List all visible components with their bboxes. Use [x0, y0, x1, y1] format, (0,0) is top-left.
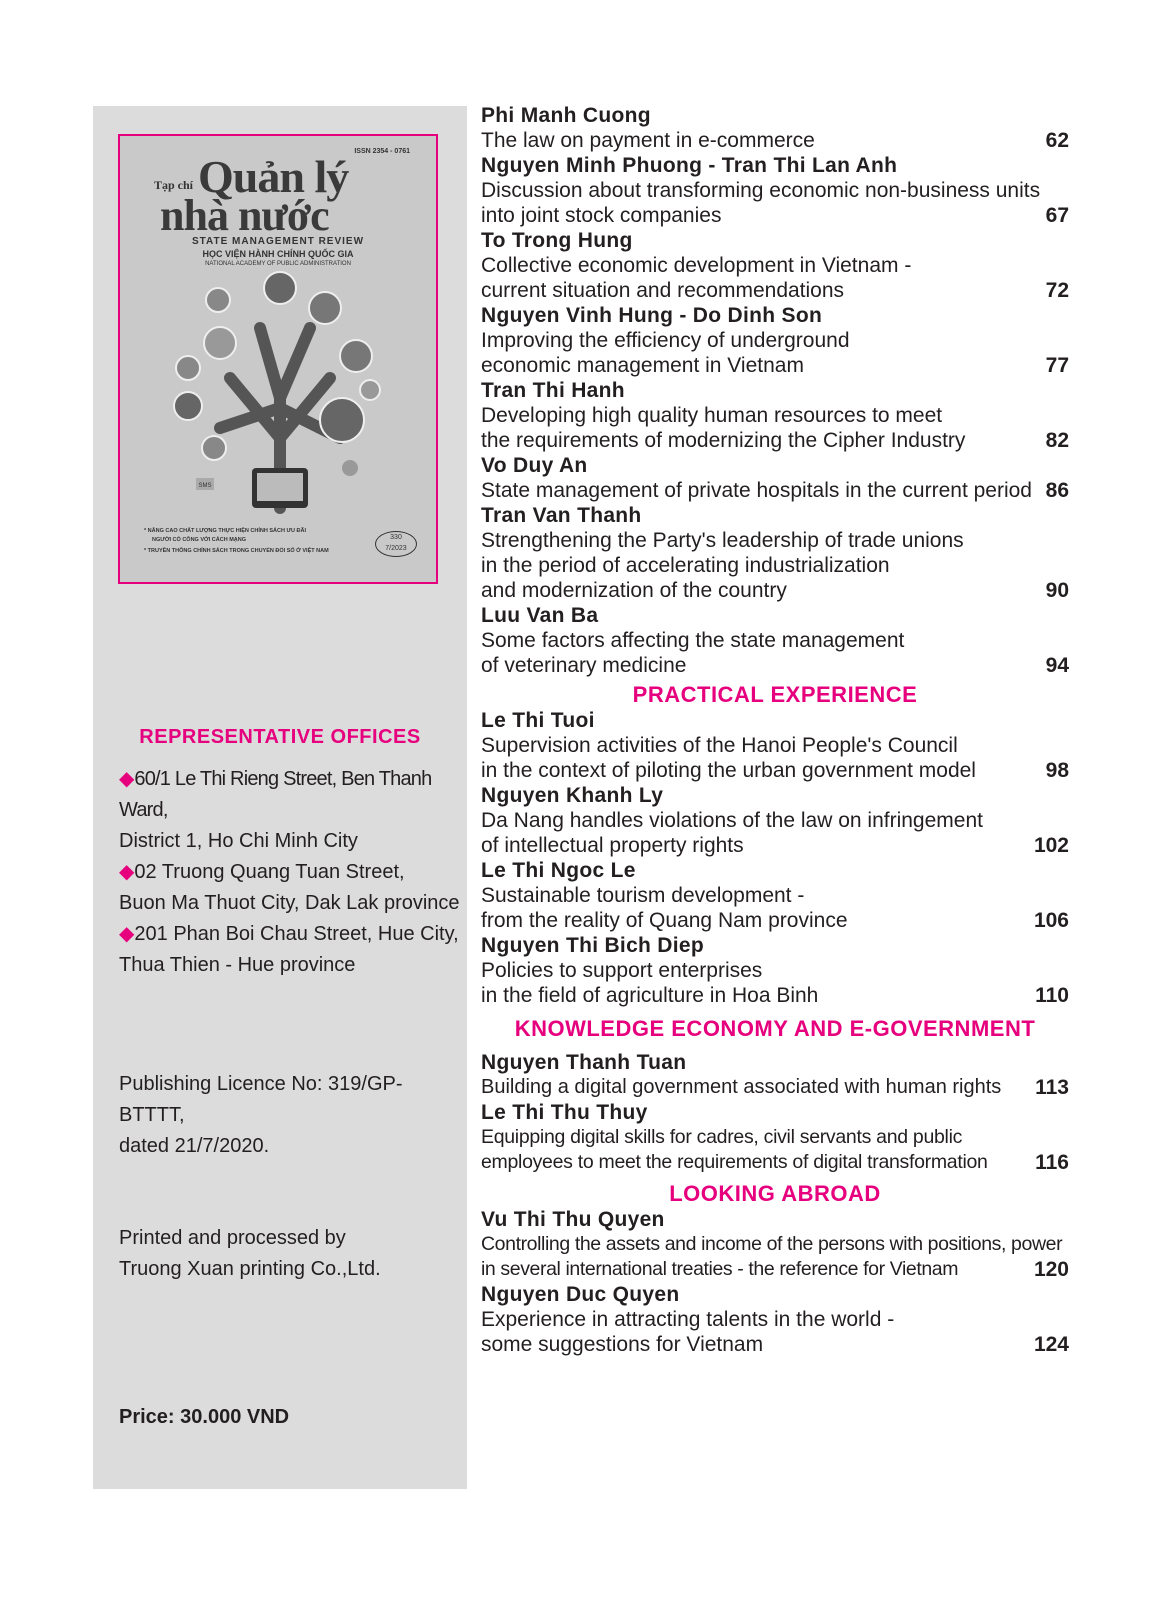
toc-title: Collective economic development in Vietnam -: [481, 254, 912, 277]
toc-title: in the period of accelerating industrialization: [481, 554, 890, 577]
office-line: Buon Ma Thuot City, Dak Lak province: [119, 892, 460, 914]
toc-title: Policies to support enterprises: [481, 959, 763, 982]
toc-entry[interactable]: [481, 103, 1069, 153]
download-icon: [309, 292, 341, 324]
cover-subtitle: STATE MANAGEMENT REVIEW: [191, 236, 365, 247]
toc-page-number: 116: [1035, 1151, 1069, 1174]
section-heading-practical-experience: PRACTICAL EXPERIENCE: [632, 682, 918, 707]
toc-entry[interactable]: [481, 303, 1069, 378]
toc-page-number: 110: [1035, 984, 1069, 1007]
toc-title: Discussion about transforming economic non-business units: [481, 179, 1041, 202]
toc-page-number: 94: [1045, 654, 1069, 677]
toc-entry[interactable]: [481, 378, 1069, 453]
call-icon: [360, 380, 380, 400]
toc-title: Building a digital government associated with human rights: [481, 1076, 1002, 1098]
toc-entry[interactable]: [481, 503, 1069, 603]
section-heading-looking-abroad: LOOKING ABROAD: [669, 1181, 881, 1206]
publishing-licence: Publishing Licence No: 319/GP-BTTTT, dated 21/7/2020.: [119, 1073, 403, 1157]
price: Price: 30.000 VND: [119, 1406, 290, 1428]
bullet-icon: ◆: [119, 861, 135, 883]
bullet-icon: ◆: [119, 923, 135, 945]
toc-title: Equipping digital skills for cadres, civil servants and public: [481, 1126, 963, 1148]
network-icon: [176, 356, 200, 380]
toc-page-number: 102: [1033, 834, 1069, 857]
cover-academy-en: NATIONAL ACADEMY OF PUBLIC ADMINISTRATION: [205, 261, 351, 267]
cover-tree-illustration: [160, 268, 400, 518]
toc-page-number: 67: [1045, 204, 1069, 227]
toc-author: Luu Van Ba: [481, 604, 599, 627]
cover-issue-number: 330: [390, 534, 402, 541]
toc-page-number: 62: [1045, 129, 1069, 152]
toc-page-number: 86: [1045, 479, 1069, 502]
toc-title: Strengthening the Party's leadership of trade unions: [481, 529, 964, 552]
toc-title: in several international treaties - the reference for Vietnam: [481, 1258, 959, 1280]
office-item: ◆201 Phan Boi Chau Street, Hue City,: [119, 923, 459, 945]
toc-entry[interactable]: [481, 153, 1069, 228]
office-list: [119, 764, 464, 981]
toc-author: Nguyen Vinh Hung - Do Dinh Son: [481, 304, 823, 327]
toc-title: economic management in Vietnam: [481, 354, 804, 377]
toc-title: Improving the efficiency of underground: [481, 329, 850, 352]
toc-page-number: 98: [1045, 759, 1069, 782]
chat-icon: [202, 436, 226, 460]
toc-title: The law on payment in e-commerce: [481, 129, 815, 152]
toc-author: Le Thi Tuoi: [481, 709, 595, 732]
office-line: Thua Thien - Hue province: [119, 954, 356, 976]
sidebar-panel: [93, 106, 467, 1489]
toc-author: Le Thi Ngoc Le: [481, 859, 636, 882]
toc-author: Vu Thi Thu Quyen: [481, 1208, 665, 1231]
toc-author: Nguyen Thi Bich Diep: [481, 934, 705, 957]
toc-title: employees to meet the requirements of digital transformation: [481, 1151, 988, 1173]
toc-page-number: 106: [1033, 909, 1069, 932]
representative-offices-heading: REPRESENTATIVE OFFICES: [139, 726, 421, 748]
toc-author: Nguyen Thanh Tuan: [481, 1051, 687, 1074]
cover-tap-chi: Tạp chí: [154, 178, 194, 192]
toc-title: some suggestions for Vietnam: [481, 1333, 764, 1356]
section-heading-knowledge-economy: KNOWLEDGE ECONOMY AND E-GOVERNMENT: [514, 1016, 1036, 1041]
cover-note-2: NGƯỜI CÓ CÔNG VỚI CÁCH MẠNG: [152, 537, 247, 543]
toc-title: State management of private hospitals in the current period: [481, 479, 1032, 502]
toc-author: Nguyen Khanh Ly: [481, 784, 664, 807]
cover-issue-badge: [375, 531, 417, 557]
toc-author: To Trong Hung: [481, 229, 633, 252]
cover-academy-vn: HỌC VIỆN HÀNH CHÍNH QUỐC GIA: [202, 249, 354, 259]
toc-page-number: 82: [1045, 429, 1069, 452]
toc-author: Vo Duy An: [481, 454, 588, 477]
toc-title: Supervision activities of the Hanoi People's Council: [481, 734, 958, 757]
toc-title: the requirements of modernizing the Cipher Industry: [481, 429, 966, 452]
family-icon: [204, 327, 236, 359]
toc-title: Controlling the assets and income of the persons with positions, power: [481, 1233, 1063, 1255]
toc-entry[interactable]: [481, 453, 1069, 503]
toc-title: from the reality of Quang Nam province: [481, 909, 848, 932]
users-icon: [342, 460, 358, 476]
toc-title: Experience in attracting talents in the world -: [481, 1308, 895, 1331]
office-item: ◆60/1 Le Thi Rieng Street, Ben Thanh Ward,: [119, 768, 432, 821]
toc-entry[interactable]: [481, 1282, 1069, 1357]
toc-title: of intellectual property rights: [481, 834, 744, 857]
office-item: ◆02 Truong Quang Tuan Street,: [119, 861, 405, 883]
toc-title: Some factors affecting the state management: [481, 629, 905, 652]
toc-title: of veterinary medicine: [481, 654, 687, 677]
toc-page-number: 77: [1045, 354, 1069, 377]
toc-author: Nguyen Duc Quyen: [481, 1283, 680, 1306]
toc-entry[interactable]: [481, 783, 1069, 858]
toc-author: Tran Thi Hanh: [481, 379, 625, 402]
toc-title: in the field of agriculture in Hoa Binh: [481, 984, 819, 1007]
toc-entry[interactable]: [481, 708, 1069, 783]
phone-icon: [340, 340, 372, 372]
toc-entry[interactable]: [481, 603, 1069, 678]
cover-title-line2: nhà nước: [160, 191, 329, 240]
toc-title: current situation and recommendations: [481, 279, 845, 302]
cover-title-line1: Quản lý: [198, 151, 349, 202]
cover-issn: ISSN 2354 - 0761: [354, 148, 410, 155]
toc-author: Tran Van Thanh: [481, 504, 642, 527]
toc-page-number: 90: [1045, 579, 1069, 602]
toc-entry[interactable]: [481, 228, 1069, 303]
toc-title: and modernization of the country: [481, 579, 787, 602]
home-icon: [264, 272, 296, 304]
wifi-icon: [174, 392, 202, 420]
toc-title: in the context of piloting the urban government model: [481, 759, 976, 782]
emblem-icon: [320, 398, 364, 442]
office-line: District 1, Ho Chi Minh City: [119, 830, 358, 852]
toc-page-number: 72: [1045, 279, 1069, 302]
toc-author: Nguyen Minh Phuong - Tran Thi Lan Anh: [481, 154, 898, 177]
toc-entry[interactable]: [481, 1100, 1069, 1175]
toc-page-number: 120: [1033, 1258, 1069, 1281]
toc-entry[interactable]: [481, 1050, 1069, 1100]
toc-author: Le Thi Thu Thuy: [481, 1101, 648, 1124]
bullet-icon: ◆: [119, 768, 135, 790]
magazine-cover: [118, 134, 438, 584]
mail-icon: [206, 288, 230, 312]
toc-title: Da Nang handles violations of the law on infringement: [481, 809, 983, 832]
toc-page-number: 124: [1033, 1333, 1069, 1356]
sms-label: SMS: [198, 483, 212, 489]
toc-entry[interactable]: [481, 933, 1069, 1008]
cover-note-1: * NÂNG CAO CHẤT LƯỢNG THỰC HIỆN CHÍNH SÁCH ƯU ĐÃI: [144, 528, 306, 534]
toc-title: Sustainable tourism development -: [481, 884, 805, 907]
toc-author: Phi Manh Cuong: [481, 104, 651, 127]
toc-entry[interactable]: [481, 1207, 1069, 1282]
table-of-contents: [481, 103, 1069, 1357]
cover-issue-date: 7/2023: [385, 545, 407, 552]
toc-entry[interactable]: [481, 858, 1069, 933]
cover-note-3: * TRUYỀN THÔNG CHÍNH SÁCH TRONG CHUYỂN ĐỔI SỐ Ở VIỆT NAM: [144, 548, 329, 554]
printer-info: Printed and processed by Truong Xuan printing Co.,Ltd.: [119, 1227, 381, 1280]
toc-title: into joint stock companies: [481, 204, 722, 227]
toc-title: Developing high quality human resources to meet: [481, 404, 943, 427]
toc-page-number: 113: [1035, 1076, 1069, 1099]
